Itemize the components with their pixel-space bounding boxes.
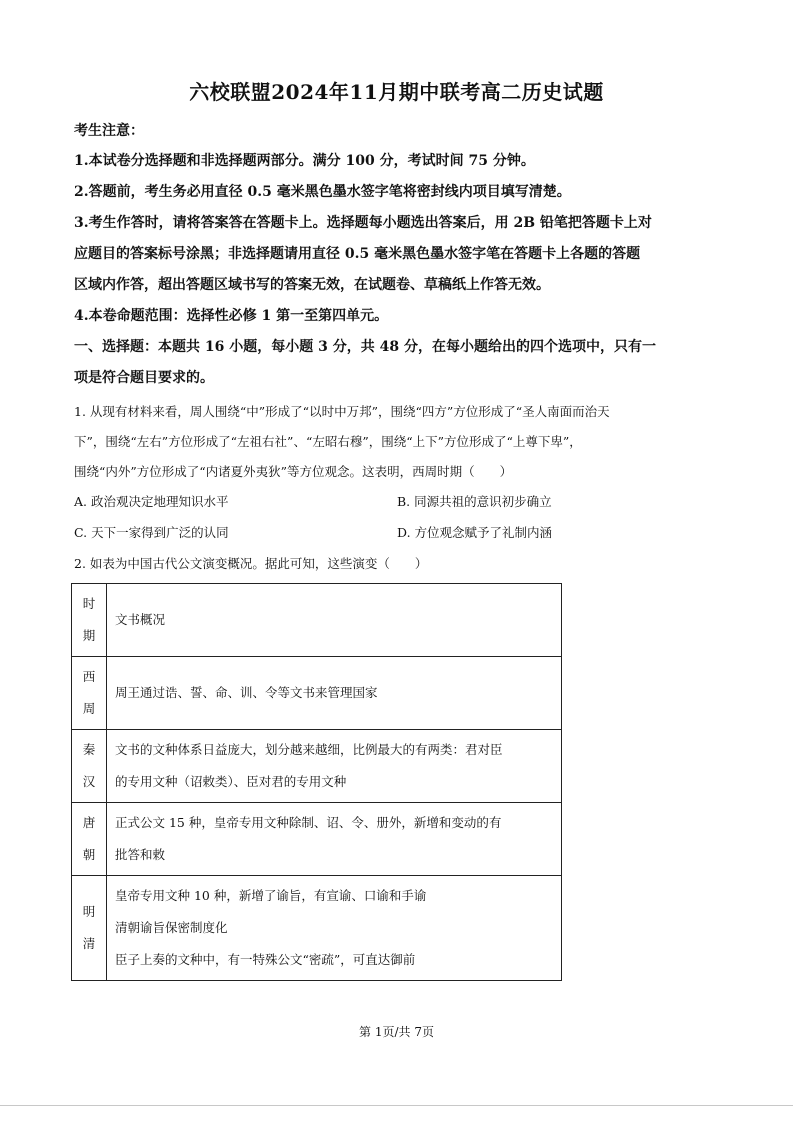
q1-option-b: B. 同源共祖的意识初步确立 — [397, 494, 552, 509]
header-content: 文书概况 — [115, 612, 166, 627]
table-row-qin-han — [72, 730, 562, 803]
table-row-ming-qing — [72, 876, 562, 981]
period-char-2: 朝 — [82, 847, 96, 862]
section-heading-line-1: 一、选择题：本题共 16 小题，每小题 3 分，共 48 分，在每小题给出的四个选项中，只有一 — [74, 339, 656, 355]
q1-stem-line-1: 1. 从现有材料来看，周人围绕“中”形成了“以时中万邦”，围绕“四方”方位形成了“圣人南面而治天 — [74, 404, 610, 419]
document-evolution-table — [71, 583, 562, 981]
period-char-1: 秦 — [82, 742, 96, 757]
content-cell — [107, 657, 562, 730]
content-line: 正式公文 15 种，皇帝专用文种除制、诏、令、册外，新增和变动的有 — [115, 815, 502, 830]
notice-line-3c: 区域内作答，超出答题区域书写的答案无效，在试题卷、草稿纸上作答无效。 — [74, 277, 550, 293]
table-row-tang — [72, 803, 562, 876]
period-cell — [72, 657, 107, 730]
period-char-2: 汉 — [82, 774, 96, 789]
notice-line-2: 2.答题前，考生务必用直径 0.5 毫米黑色墨水签字笔将密封线内项目填写清楚。 — [74, 184, 571, 200]
period-char-1: 明 — [82, 904, 96, 919]
period-cell — [72, 803, 107, 876]
table-row-western-zhou — [72, 657, 562, 730]
header-period-char-2: 期 — [82, 628, 96, 643]
content-line: 文书的文种体系日益庞大，划分越来越细，比例最大的有两类：君对臣 — [115, 742, 503, 757]
period-char-1: 西 — [82, 669, 96, 684]
q1-stem-line-2: 下”，围绕“左右”方位形成了“左祖右社”、“左昭右穆”，围绕“上下”方位形成了“上尊下卑”， — [74, 434, 582, 449]
header-period-cell — [72, 584, 107, 657]
page-footer: 第 1页/共 7页 — [359, 1025, 434, 1039]
content-line: 的专用文种（诏敕类）、臣对君的专用文种 — [115, 774, 347, 789]
content-cell — [107, 730, 562, 803]
notice-line-4: 4.本卷命题范围：选择性必修 1 第一至第四单元。 — [74, 308, 389, 324]
content-line: 臣子上奏的文种中，有一特殊公文“密疏”，可直达御前 — [115, 952, 416, 967]
exam-title: 六校联盟2024年11月期中联考高二历史试题 — [189, 80, 604, 104]
bottom-divider — [0, 1105, 793, 1106]
notice-heading: 考生注意： — [74, 123, 144, 139]
notice-line-1: 1.本试卷分选择题和非选择题两部分。满分 100 分，考试时间 75 分钟。 — [74, 153, 535, 169]
content-line: 清朝谕旨保密制度化 — [115, 920, 228, 935]
q2-stem: 2. 如表为中国古代公文演变概况。据此可知，这些演变（ ） — [74, 556, 428, 571]
header-period-char-1: 时 — [82, 596, 96, 611]
notice-line-3b: 应题目的答案标号涂黑；非选择题请用直径 0.5 毫米黑色墨水签字笔在答题卡上各题的答题 — [74, 246, 641, 262]
content-cell — [107, 876, 562, 981]
period-cell — [72, 730, 107, 803]
period-cell — [72, 876, 107, 981]
content-line: 皇帝专用文种 10 种，新增了谕旨，有宣谕、口谕和手谕 — [115, 888, 427, 903]
period-char-1: 唐 — [82, 815, 96, 830]
content-line: 批答和敕 — [115, 847, 166, 862]
period-char-2: 清 — [82, 936, 96, 951]
content-line: 周王通过诰、誓、命、训、令等文书来管理国家 — [115, 685, 378, 700]
section-heading-line-2: 项是符合题目要求的。 — [74, 370, 214, 386]
q1-stem-line-3: 围绕“内外”方位形成了“内诸夏外夷狄”等方位观念。这表明，西周时期（ ） — [74, 464, 513, 479]
q1-option-d: D. 方位观念赋予了礼制内涵 — [397, 525, 553, 540]
q1-option-c: C. 天下一家得到广泛的认同 — [74, 525, 229, 540]
q1-option-a: A. 政治观决定地理知识水平 — [74, 494, 229, 509]
header-content-cell — [107, 584, 562, 657]
period-char-2: 周 — [82, 701, 96, 716]
table-header-row — [72, 584, 562, 657]
content-cell — [107, 803, 562, 876]
notice-line-3a: 3.考生作答时，请将答案答在答题卡上。选择题每小题选出答案后，用 2B 铅笔把答题卡上对 — [74, 215, 652, 231]
